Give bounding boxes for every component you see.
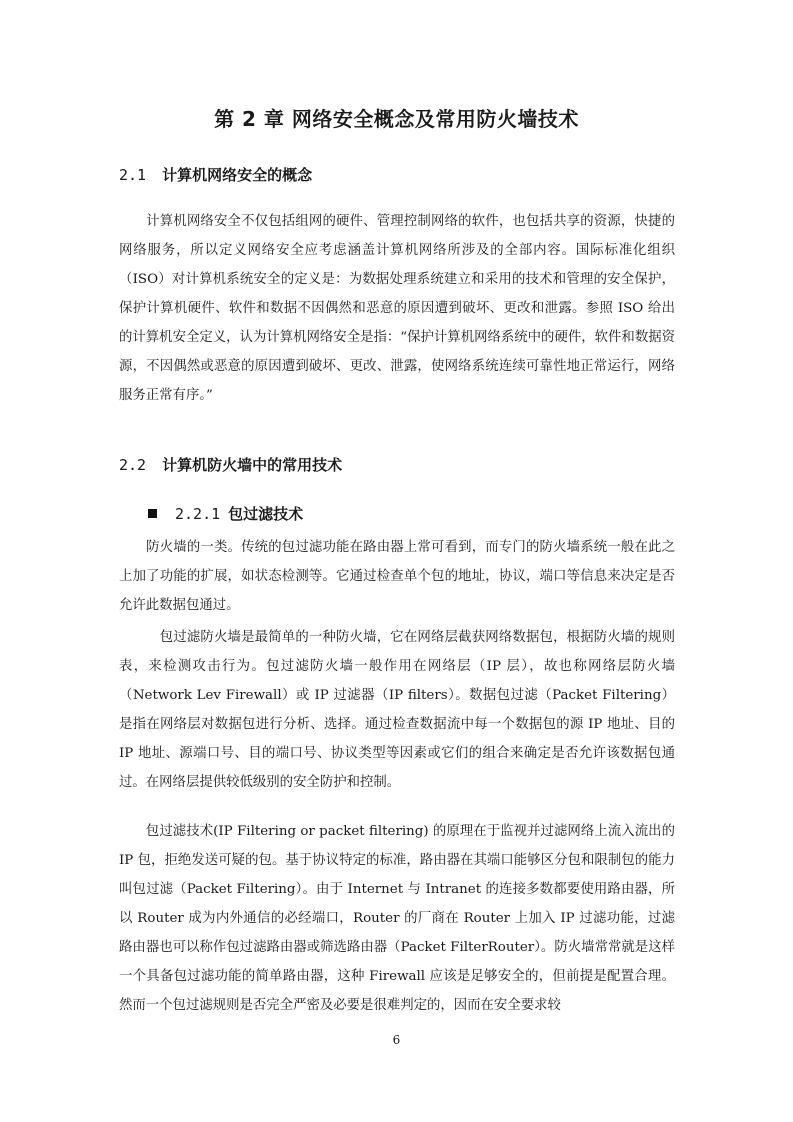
section-title: 计算机防火墙中的常用技术 — [162, 456, 343, 474]
section-number: 2.2 — [119, 456, 147, 474]
square-bullet-icon — [148, 509, 157, 518]
chapter-title: 第 2 章 网络安全概念及常用防火墙技术 — [214, 107, 579, 131]
section-heading-2-2 — [119, 454, 342, 475]
section-title: 计算机网络安全的概念 — [162, 166, 313, 184]
subsection-title: 包过滤技术 — [228, 505, 304, 523]
paragraph-packet-filter-firewall: 包过滤防火墙是最简单的一种防火墙，它在网络层截获网络数据包，根据防火墙的规则表，来检测攻击行为。包过滤防火墙一般作用在网络层（IP 层），故也称网络层防火墙（Network Lev Firewall）或 IP 过滤器（IP filters）。数据包过滤（Packet Filtering）是指在网络层对数据包进行分析、选择。通过检查数据流中每一个数据包的源 IP 地址、目的 IP 地址、源端口号、目的端口号、协议类型等因素或它们的组合来确定是否允许该数据包通过。在网络层提供较低级别的安全防护和控制。 — [119, 630, 675, 790]
paragraph-network-security-concept: 计算机网络安全不仅包括组网的硬件、管理控制网络的软件，也包括共享的资源，快捷的网络服务，所以定义网络安全应考虑涵盖计算机网络所涉及的全部内容。国际标准化组织（ISO）对计算机系统安全的定义是：为数据处理系统建立和采用的技术和管理的安全保护，保护计算机硬件、软件和数据不因偶然和恶意的原因遭到破坏、更改和泄露。参照 ISO 给出的计算机安全定义，认为计算机网络安全是指：“保护计算机网络系统中的硬件，软件和数据资源，不因偶然或恶意的原因遭到破坏、更改、泄露，使网络系统连续可靠性地正常运行，网络服务正常有序。” — [119, 214, 675, 403]
page-number: 6 — [392, 1033, 401, 1047]
paragraph-firewall-type: 防火墙的一类。传统的包过滤功能在路由器上常可看到，而专门的防火墙系统一般在此之上加了功能的扩展，如状态检测等。它通过检查单个包的地址，协议，端口等信息来决定是否允许此数据包通过。 — [119, 540, 675, 613]
paragraph-packet-filtering-principle: 包过滤技术(IP Filtering or packet filtering) 的原理在于监视并过滤网络上流入流出的 IP 包，拒绝发送可疑的包。基于协议特定的标准，路由器在其端口能够区分包和限制包的能力叫包过滤（Packet Filtering）。由于 Internet 与 Intranet 的连接多数都要使用路由器，所以 Router 成为内外通信的必经端口，Router 的厂商在 Router 上加入 IP 过滤功能，过滤路由器也可以称作包过滤路由器或筛选路由器（Packet FilterRouter）。防火墙常常就是这样一个具备包过滤功能的简单路由器，这种 Firewall 应该是足够安全的，但前提是配置合理。然而一个包过滤规则是否完全严密及必要是很难判定的，因而在安全要求较 — [119, 824, 675, 1013]
section-number: 2.1 — [119, 166, 147, 184]
subsection-heading-2-2-1 — [148, 503, 303, 524]
subsection-number: 2.2.1 — [175, 504, 221, 523]
section-heading-2-1 — [119, 164, 312, 185]
